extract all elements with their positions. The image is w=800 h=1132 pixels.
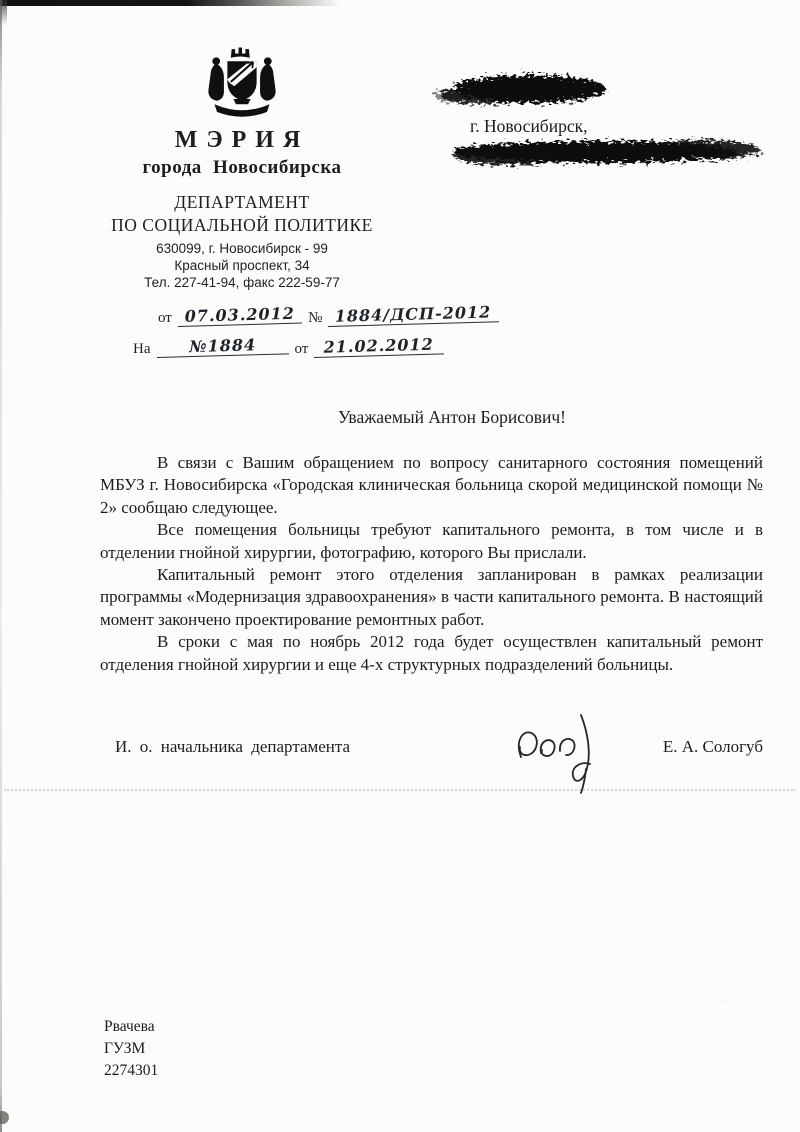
novosibirsk-coat-of-arms-icon: [199, 44, 285, 123]
incoming-label: На: [133, 341, 151, 357]
paper-speckles: [0, 0, 1, 1]
signer-title: И. о. начальника департамента: [115, 737, 351, 756]
signer-name: Е. А. Сологуб: [662, 737, 763, 756]
salutation: Уважаемый Антон Борисович!: [338, 407, 567, 427]
outgoing-date-handwritten: 07.03.2012: [177, 304, 302, 327]
paragraph: Капитальный ремонт этого отделения запланирован в рамках реализации программы «Модернизация здравоохранения» в части капитального ремонта. В настоящий момент закончено проектирование ремонтных работ.: [100, 565, 763, 629]
incoming-reference-line: [92, 334, 435, 358]
department-line2: ПО СОЦИАЛЬНОЙ ПОЛИТИКЕ: [111, 215, 373, 235]
letterhead: [92, 44, 492, 358]
executor-unit: ГУЗМ: [104, 1040, 146, 1057]
paragraph: В связи с Вашим обращением по вопросу санитарного состояния помещений МБУЗ г. Новосибирска «Городская клиническая больница скорой медицинской помощи № 2» сообщаю следующее.: [100, 453, 763, 517]
executor-phone: 2274301: [104, 1062, 159, 1079]
incoming-date-label: от: [294, 341, 309, 357]
outgoing-reference-line: [92, 302, 492, 327]
org-address-line3: Тел. 227-41-94, факс 222-59-77: [144, 275, 340, 290]
letter-body: [100, 407, 763, 676]
executor-name: Рвачева: [104, 1018, 155, 1035]
org-address-line1: 630099, г. Новосибирск - 99: [156, 241, 328, 256]
incoming-date-handwritten: 21.02.2012: [314, 334, 445, 358]
addressee-block: [428, 62, 773, 177]
redacted-ink-scribble-bottom-icon: [446, 133, 766, 173]
outgoing-number-label: №: [308, 310, 323, 326]
executor-footer: [104, 1016, 158, 1082]
scan-edge-artifact-bottom: [0, 1111, 9, 1124]
outgoing-number-handwritten: 1884/ДСП-2012: [328, 302, 499, 327]
scan-edge-artifact-left: [0, 0, 2, 1132]
paragraph: В сроки с мая по ноябрь 2012 года будет осуществлен капитальный ремонт отделения гнойной хирургии и еще 4-х структурных подразделений больницы.: [100, 632, 763, 674]
redacted-ink-scribble-top-icon: [430, 66, 615, 116]
scan-edge-artifact-top: [0, 0, 340, 6]
handwritten-signature-icon: [505, 707, 620, 797]
signature-block: [100, 735, 763, 795]
paragraph: Все помещения больницы требуют капитального ремонта, в том числе и в отделении гнойной хирургии, фотографию, которого Вы прислали.: [100, 520, 763, 562]
letter-city: г. Новосибирск,: [470, 116, 588, 136]
incoming-number-handwritten: №1884: [156, 334, 289, 358]
outgoing-date-label: от: [158, 310, 172, 326]
org-name-line2: города Новосибирска: [142, 157, 342, 178]
org-address-line2: Красный проспект, 34: [174, 258, 310, 273]
department-line1: ДЕПАРТАМЕНТ: [174, 192, 310, 212]
org-name-line1: МЭРИЯ: [174, 127, 310, 153]
org-address: [92, 240, 392, 291]
